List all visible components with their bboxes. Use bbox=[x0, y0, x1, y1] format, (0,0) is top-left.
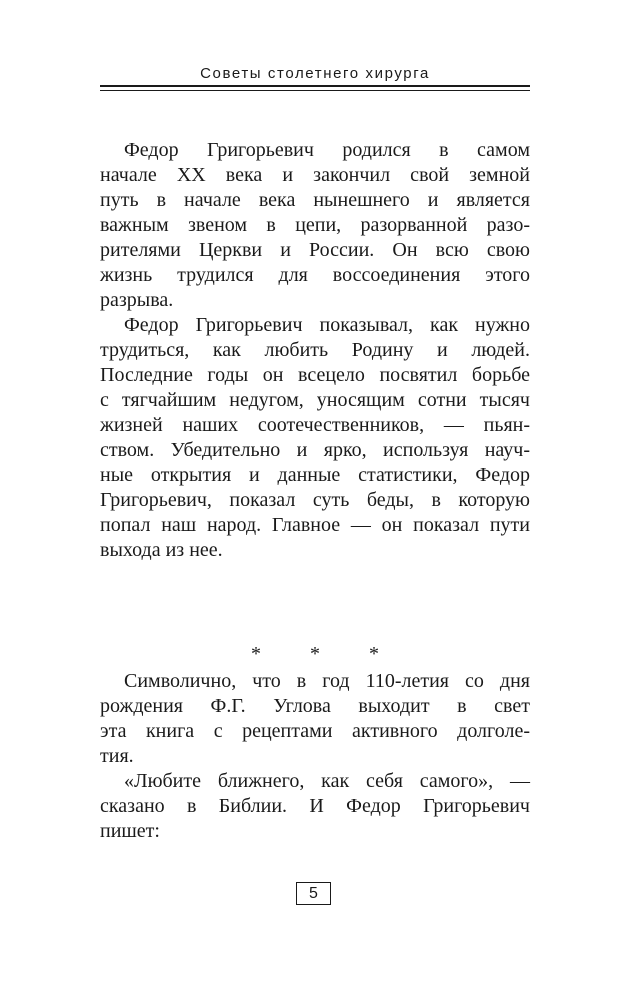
text-line: эта книга с рецептами активного долголе- bbox=[100, 720, 530, 742]
text-line: жизней наших соотечественников, — пьян- bbox=[100, 414, 530, 436]
text-line: тия. bbox=[100, 745, 134, 767]
text-line: Федор Григорьевич показывал, как нужно bbox=[124, 314, 530, 336]
header-rule-thin bbox=[100, 90, 530, 91]
text-line: Федор Григорьевич родился в самом bbox=[124, 139, 530, 161]
text-line: Григорьевич, показал суть беды, в которую bbox=[100, 489, 530, 511]
text-line: выхода из нее. bbox=[100, 539, 223, 561]
text-line: рождения Ф.Г. Углова выходит в свет bbox=[100, 695, 530, 717]
running-header-title: Советы столетнего хирурга bbox=[200, 65, 430, 82]
text-line: начале XX века и закончил свой земной bbox=[100, 164, 530, 186]
text-line: важным звеном в цепи, разорванной разо- bbox=[100, 214, 530, 236]
text-line: сказано в Библии. И Федор Григорьевич bbox=[100, 795, 530, 817]
page-number: 5 bbox=[296, 882, 331, 905]
text-line: разрыва. bbox=[100, 289, 174, 311]
text-line: «Любите ближнего, как себя самого», — bbox=[124, 770, 530, 792]
text-line: ством. Убедительно и ярко, используя науч- bbox=[100, 439, 530, 461]
text-line: трудиться, как любить Родину и людей. bbox=[100, 339, 530, 361]
text-line: попал наш народ. Главное — он показал пути bbox=[100, 514, 530, 536]
text-line: Последние годы он всецело посвятил борьбе bbox=[100, 364, 530, 386]
text-line: Символично, что в год 110-летия со дня bbox=[124, 670, 530, 692]
header-rule-thick bbox=[100, 85, 530, 87]
text-line: жизнь трудился для воссоединения этого bbox=[100, 264, 530, 286]
text-line: с тягчайшим недугом, уносящим сотни тысяч bbox=[100, 389, 530, 411]
text-line: ные открытия и данные статистики, Федор bbox=[100, 464, 530, 486]
section-1-text bbox=[100, 138, 530, 563]
section-2-text bbox=[100, 669, 530, 844]
section-separator-asterisks: * * * bbox=[251, 643, 401, 665]
text-line: путь в начале века нынешнего и является bbox=[100, 189, 530, 211]
text-line: пишет: bbox=[100, 820, 160, 842]
text-line: рителями Церкви и России. Он всю свою bbox=[100, 239, 530, 261]
